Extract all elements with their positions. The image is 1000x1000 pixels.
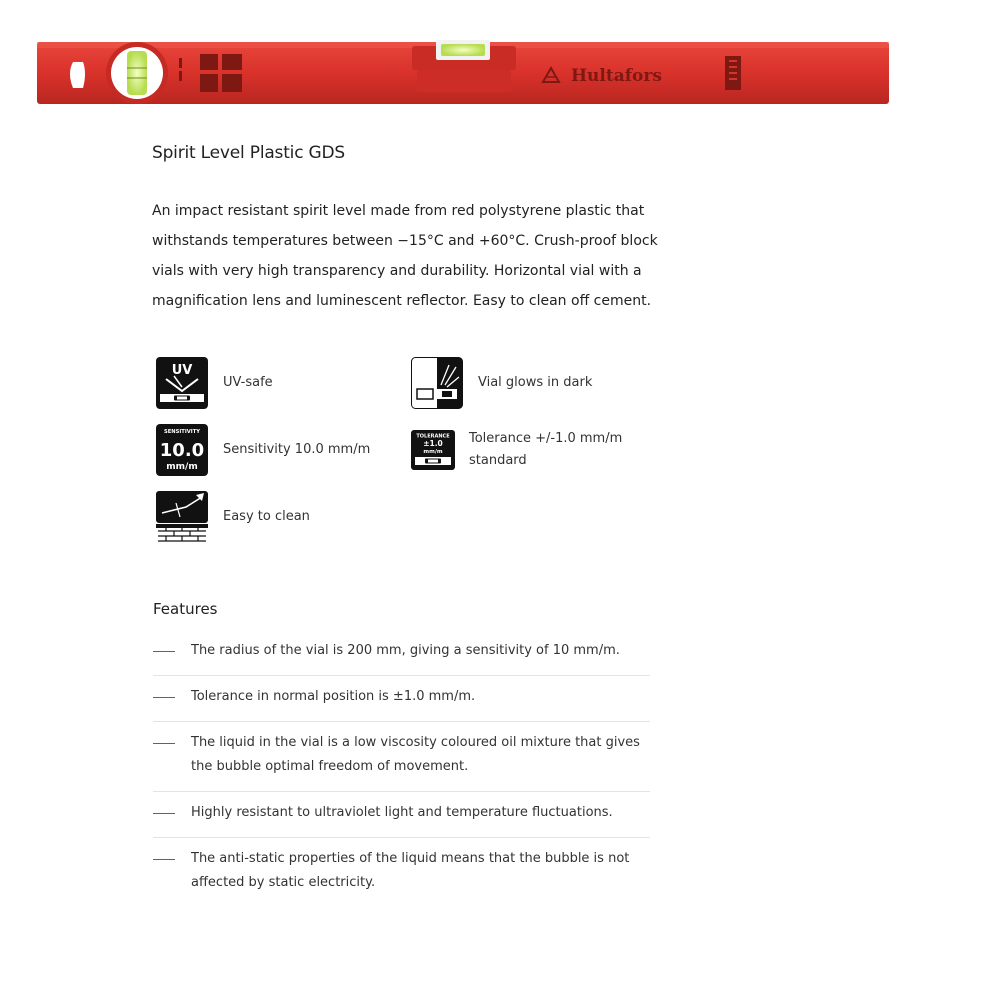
feature-icon-uv-safe xyxy=(156,357,273,409)
feature-text: Highly resistant to ultraviolet light and temperature fluctuations. xyxy=(191,805,613,820)
svg-text:Hultafors xyxy=(571,66,662,86)
vial-glow-icon xyxy=(411,357,463,409)
feature-list-item xyxy=(153,838,650,907)
sensitivity-badge-unit: mm/m xyxy=(166,462,198,472)
svg-text:±1.0 xyxy=(423,439,443,448)
dash-icon xyxy=(153,813,175,814)
feature-icon-vial-glow xyxy=(411,357,592,409)
feature-text: Tolerance in normal position is ±1.0 mm/m. xyxy=(191,689,476,704)
svg-text:mm/m xyxy=(166,462,197,472)
feature-icon-easy-clean xyxy=(156,491,310,543)
feature-text: The liquid in the vial is a low viscosity coloured oil mixture that gives the bubble optimal freedom of movement. xyxy=(191,735,640,774)
vertical-vial xyxy=(127,51,147,95)
feature-list-item xyxy=(153,792,650,838)
easy-clean-icon xyxy=(156,491,208,543)
product-description: An impact resistant spirit level made from red polystyrene plastic that withstands temperatures between −15°C and +60°C. Crush-proof block vials with very high transparency and durability. Horizontal vial with a magnification lens and luminescent reflector. Easy to clean off cement. xyxy=(152,203,658,309)
sensitivity-badge-top: SENSITIVITY xyxy=(164,429,200,435)
svg-text:mm/m xyxy=(423,449,442,455)
svg-text:10.0 xyxy=(160,440,204,461)
tolerance-badge-top: TOLERANCE xyxy=(416,433,450,440)
feature-icon-sensitivity xyxy=(156,424,370,476)
sensitivity-badge-value: 10.0 xyxy=(159,440,205,461)
dash-icon xyxy=(153,743,175,744)
feature-list-item xyxy=(153,630,650,676)
sensitivity-icon xyxy=(156,424,208,476)
svg-text:UV xyxy=(172,363,193,378)
features-list xyxy=(153,630,650,907)
features-heading: Features xyxy=(153,600,218,618)
dash-icon xyxy=(153,697,175,698)
tolerance-badge-unit: mm/m xyxy=(423,449,443,455)
feature-text: The radius of the vial is 200 mm, giving a sensitivity of 10 mm/m. xyxy=(191,643,620,658)
feature-list-item xyxy=(153,722,650,792)
feature-icon-tolerance xyxy=(411,424,669,476)
brand-name: Hultafors xyxy=(571,66,662,86)
feature-list-item xyxy=(153,676,650,722)
uv-safe-label: UV-safe xyxy=(223,375,273,390)
vial-glow-label: Vial glows in dark xyxy=(478,375,593,390)
tolerance-badge-value: ±1.0 xyxy=(423,439,443,448)
sensitivity-label: Sensitivity 10.0 mm/m xyxy=(223,442,371,457)
uv-badge-text: UV xyxy=(171,363,193,378)
spirit-level-illustration xyxy=(37,40,889,106)
uv-safe-icon xyxy=(156,357,208,409)
svg-text:SENSITIVITY xyxy=(164,429,200,435)
product-image-spirit-level xyxy=(37,40,889,106)
dash-icon xyxy=(153,859,175,860)
hand-hole xyxy=(70,62,85,88)
product-title: Spirit Level Plastic GDS xyxy=(152,143,346,163)
easy-clean-label: Easy to clean xyxy=(223,509,310,524)
tolerance-label: Tolerance +/-1.0 mm/m standard xyxy=(469,431,623,468)
horizontal-vial xyxy=(441,44,485,56)
feature-text: The anti-static properties of the liquid means that the bubble is not affected by static electricity. xyxy=(191,851,630,890)
dash-icon xyxy=(153,651,175,652)
tolerance-icon xyxy=(411,424,463,476)
